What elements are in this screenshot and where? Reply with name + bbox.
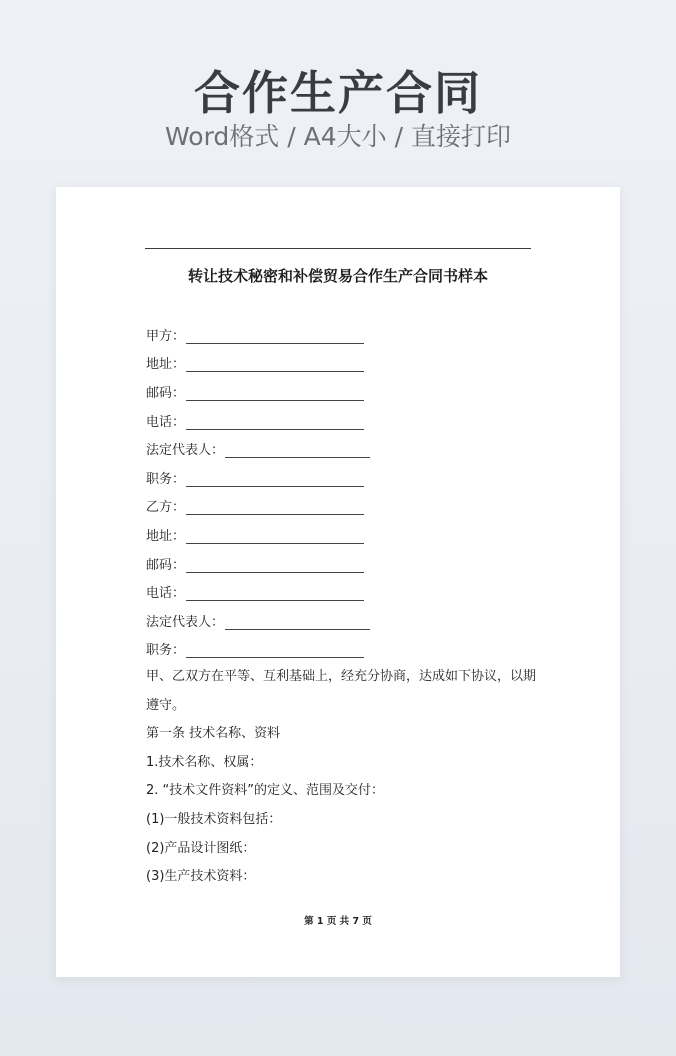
field-label: 法定代表人： — [146, 443, 225, 459]
preamble-paragraph: 甲、乙双方在平等、互利基础上，经充分协商，达成如下协议，以期遵守。 — [146, 669, 537, 713]
blank-line — [186, 329, 364, 344]
field-row-party-a — [146, 320, 536, 349]
field-row-address-b — [146, 520, 536, 549]
field-row-position-b — [146, 635, 536, 664]
clause-subitem: (1)一般技术资料包括： — [146, 811, 282, 827]
field-label: 地址： — [146, 528, 186, 544]
field-row-phone-a — [146, 406, 536, 435]
field-row-position-a — [146, 463, 536, 492]
clause-subitem: (2)产品设计图纸： — [146, 840, 256, 856]
blank-line — [225, 443, 370, 458]
field-label: 乙方： — [146, 500, 186, 516]
blank-line — [186, 529, 364, 544]
header-rule — [145, 248, 531, 249]
field-label: 甲方： — [146, 328, 186, 344]
blank-line — [186, 357, 364, 372]
article-heading: 第一条 技术名称、资料 — [146, 726, 281, 742]
field-label: 邮码： — [146, 385, 186, 401]
blank-line — [186, 415, 364, 430]
field-label: 地址： — [146, 357, 186, 373]
clause-item: 2. “技术文件资料”的定义、范围及交付： — [146, 783, 385, 799]
blank-line — [186, 472, 364, 487]
field-row-address-a — [146, 349, 536, 378]
field-row-legal-rep-a — [146, 434, 536, 463]
field-row-postcode-a — [146, 377, 536, 406]
field-label: 法定代表人： — [146, 614, 225, 630]
banner-title: 合作生产合同 — [194, 66, 482, 120]
field-label: 职务： — [146, 471, 186, 487]
blank-line — [225, 615, 370, 630]
clause-item: 1.技术名称、权属： — [146, 754, 263, 770]
blank-line — [186, 558, 364, 573]
blank-line — [186, 643, 364, 658]
contract-body — [146, 663, 538, 892]
page-number: 第 1 页 共 7 页 — [304, 916, 372, 927]
document-page — [56, 187, 620, 977]
party-fields — [146, 320, 536, 663]
blank-line — [186, 500, 364, 515]
field-row-legal-rep-b — [146, 606, 536, 635]
field-row-party-b — [146, 492, 536, 521]
field-row-phone-b — [146, 577, 536, 606]
banner-subtitle: Word格式 / A4大小 / 直接打印 — [165, 122, 511, 151]
field-label: 职务： — [146, 643, 186, 659]
field-label: 邮码： — [146, 557, 186, 573]
clause-subitem: (3)生产技术资料： — [146, 869, 256, 885]
blank-line — [186, 386, 364, 401]
field-label: 电话： — [146, 586, 186, 602]
document-title: 转让技术秘密和补偿贸易合作生产合同书样本 — [187, 267, 488, 285]
blank-line — [186, 586, 364, 601]
field-label: 电话： — [146, 414, 186, 430]
field-row-postcode-b — [146, 549, 536, 578]
